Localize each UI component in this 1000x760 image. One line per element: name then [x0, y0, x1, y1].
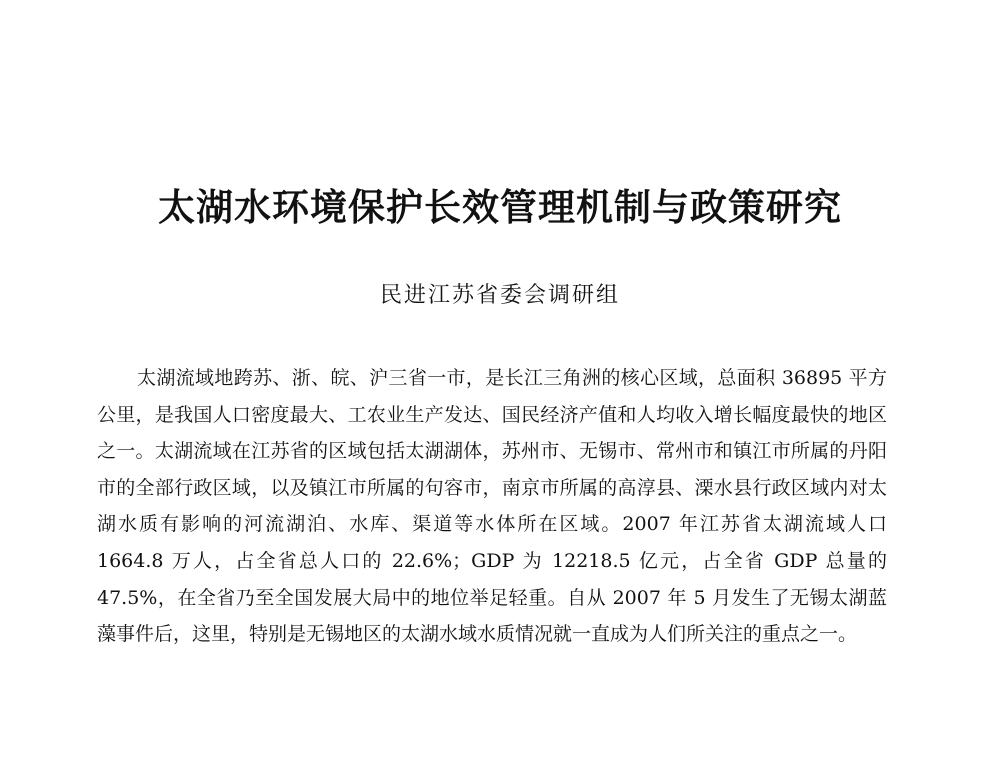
- document-author: 民进江苏省委会调研组: [379, 283, 620, 308]
- document-title: 太湖水环境保护长效管理机制与政策研究: [158, 186, 842, 229]
- body-paragraph: 太湖流域地跨苏、浙、皖、沪三省一市，是长江三角洲的核心区域，总面积 36895 平方公里，是我国人口密度最大、工农业生产发达、国民经济产值和人均收入增长幅度最快的地区之一。太湖流域在江苏省的区域包括太湖湖体，苏州市、无锡市、常州市和镇江市所属的丹阳市的全部行政区域，以及镇江市所属的句容市，南京市所属的高淳县、溧水县行政区域内对太湖水质有影响的河流湖泊、水库、渠道等水体所在区域。2007 年江苏省太湖流域人口 1664.8 万人，占全省总人口的 22.6%；GDP 为 12218.5 亿元，占全省 GDP 总量的 47.5%，在全省乃至全国发展大局中的地位举足轻重。自从 2007 年 5 月发生了无锡太湖蓝藻事件后，这里，特别是无锡地区的太湖水域水质情况就一直成为人们所关注的重点之一。: [97, 367, 887, 646]
